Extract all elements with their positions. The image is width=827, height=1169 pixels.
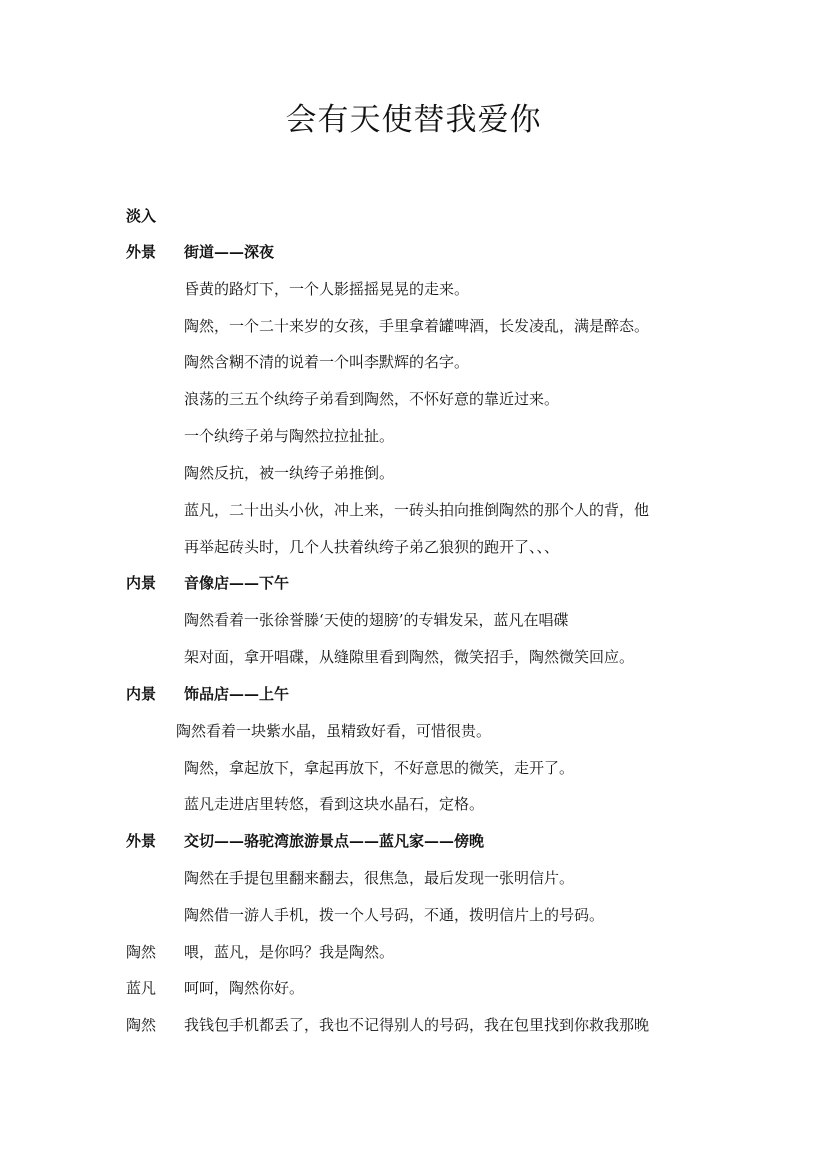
line-text: 再举起砖头时，几个人扶着纨绔子弟乙狼狈的跑开了、、、 <box>184 538 560 556</box>
action-line <box>0 277 827 301</box>
speaker-name: 蓝凡 <box>126 979 157 997</box>
action-line <box>0 314 827 338</box>
dialogue-text: 呵呵，陶然你好。 <box>184 979 305 997</box>
line-text: 昏黄的路灯下，一个人影摇摇晃晃的走来。 <box>184 280 470 298</box>
action-line <box>0 792 827 816</box>
scene-heading <box>0 571 827 595</box>
dialogue-text: 喂，蓝凡，是你吗？我是陶然。 <box>184 943 395 961</box>
action-line <box>0 424 827 448</box>
scene-type: 内景 <box>126 685 157 703</box>
speaker-name: 陶然 <box>126 1016 157 1034</box>
line-text: 蓝凡走进店里转悠，看到这块水晶石，定格。 <box>184 795 485 813</box>
line-text: 一个纨绔子弟与陶然拉拉扯扯。 <box>184 427 395 445</box>
scene-heading <box>0 829 827 853</box>
scene-heading <box>0 240 827 264</box>
line-label: 淡入 <box>126 207 157 225</box>
dialogue-line <box>0 1013 827 1037</box>
action-line <box>0 756 827 780</box>
line-text: 陶然在手提包里翻来翻去，很焦急，最后发现一张明信片。 <box>184 869 575 887</box>
action-line <box>0 903 827 927</box>
line-text: 架对面，拿开唱碟，从缝隙里看到陶然，微笑招手，陶然微笑回应。 <box>184 648 635 666</box>
line-text: 浪荡的三五个纨绔子弟看到陶然，不怀好意的靠近过来。 <box>184 390 560 408</box>
action-line <box>0 461 827 485</box>
action-line <box>0 719 827 743</box>
action-line <box>0 498 827 522</box>
script-line <box>0 204 827 228</box>
scene-type: 内景 <box>126 574 157 592</box>
line-text: 陶然借一游人手机，拨一个人号码，不通，拨明信片上的号码。 <box>184 906 605 924</box>
document-title: 会有天使替我爱你 <box>285 102 542 138</box>
line-text: 陶然看着一块紫水晶，虽精致好看，可惜很贵。 <box>176 722 492 740</box>
scene-location: 交切——骆驼湾旅游景点——蓝凡家——傍晚 <box>184 832 485 850</box>
scene-location: 饰品店——上午 <box>184 685 290 703</box>
scene-location: 音像店——下午 <box>184 574 290 592</box>
scene-heading <box>0 682 827 706</box>
scene-location: 街道——深夜 <box>184 243 275 261</box>
line-text: 蓝凡，二十出头小伙，冲上来，一砖头拍向推倒陶然的那个人的背，他 <box>184 501 650 519</box>
scene-type: 外景 <box>126 832 157 850</box>
line-text: 陶然，拿起放下，拿起再放下，不好意思的微笑，走开了。 <box>184 759 575 777</box>
action-line <box>0 866 827 890</box>
dialogue-text: 我钱包手机都丢了，我也不记得别人的号码，我在包里找到你救我那晚 <box>184 1016 650 1034</box>
speaker-name: 陶然 <box>126 943 157 961</box>
action-line <box>0 387 827 411</box>
line-text: 陶然看着一张徐誉滕‘天使的翅膀’的专辑发呆，蓝凡在唱碟 <box>184 611 569 629</box>
action-line <box>0 645 827 669</box>
action-line <box>0 535 827 559</box>
action-line <box>0 350 827 374</box>
line-text: 陶然，一个二十来岁的女孩，手里拿着罐啤酒，长发凌乱，满是醉态。 <box>184 317 650 335</box>
scene-type: 外景 <box>126 243 157 261</box>
line-text: 陶然反抗，被一纨绔子弟推倒。 <box>184 464 395 482</box>
dialogue-line <box>0 940 827 964</box>
dialogue-line <box>0 976 827 1000</box>
action-line <box>0 608 827 632</box>
line-text: 陶然含糊不清的说着一个叫李默辉的名字。 <box>184 353 470 371</box>
